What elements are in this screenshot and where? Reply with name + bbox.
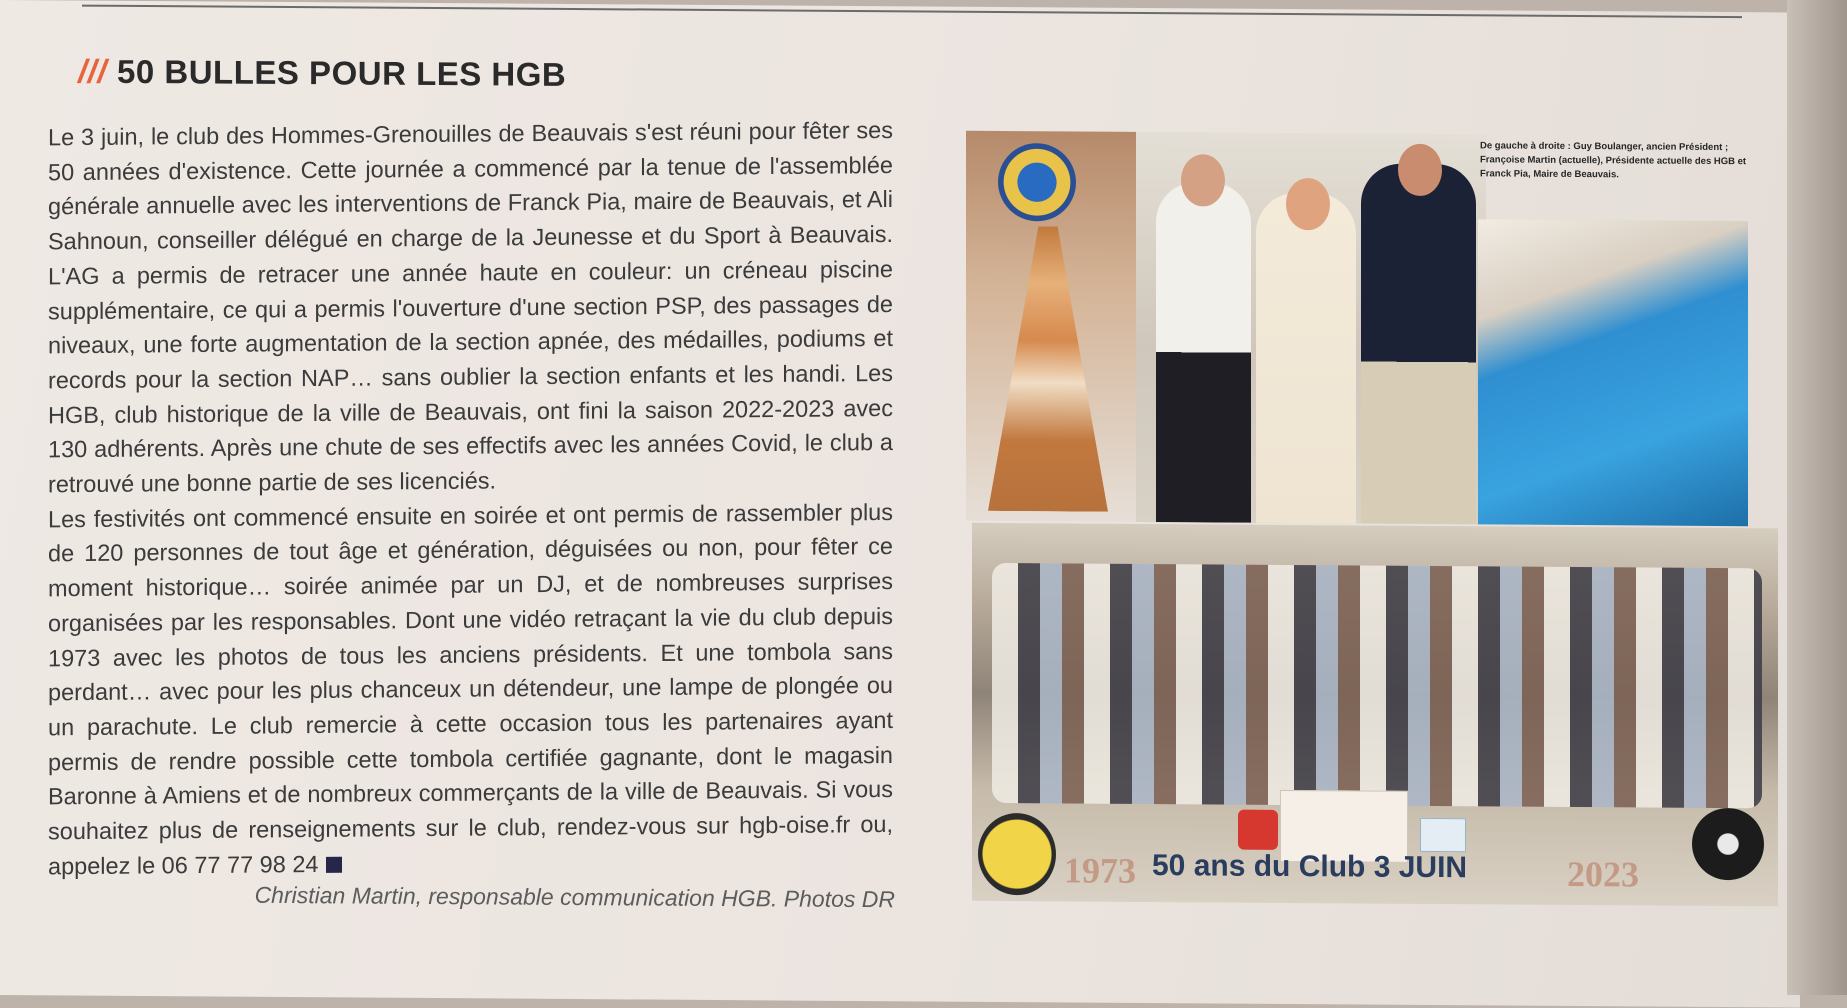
group-photo [972,523,1778,907]
photo-collage [966,131,1786,907]
article-paragraph-1: Le 3 juin, le club des Hommes-Grenouilles de Beauvais s'est réuni pour fêter ses 50 années d'existence. Cette journée a commencé par la tenue de l'assemblée générale annuelle avec les interventions de Franck Pia, maire de Beauvais, et Ali Sahnoun, conseiller délégué en charge de la Jeunesse et du Sport à Beauvais. L'AG a permis de retracer une année haute en couleur: un créneau piscine supplémentaire, ce qui a permis l'ouverture d'une section PSP, des passages de niveaux, une forte augmentation de la section apnée, des médailles, podiums et records pour la section NAP… sans oublier la section enfants et les handi. Les HGB, club historique de la ville de Beauvais, ont fini la saison 2022-2023 avec 130 adhérents. Après une chute de ses effectifs avec les années Covid, le club a retrouvé une bonne partie de ses licenciés. [48,116,893,498]
person-center [1256,193,1356,524]
person-center-head [1286,178,1330,230]
article-body [48,113,893,884]
sponsor-logo-blue-icon [1420,818,1466,852]
top-rule [82,5,1742,19]
cake-photo [966,131,1136,522]
banner-year-end: 2023 [1567,853,1639,895]
banner-year-start: 1973 [1064,850,1136,891]
banner-text: 50 ans du Club 3 JUIN [1152,849,1468,885]
paragraph-2-text: Les festivités ont commencé ensuite en soirée et ont permis de rassembler plus de 120 personnes de tout âge et génération, déguisées ou non, pour fêter ce moment historique… soirée animée par un DJ, et de nombreuses surprises organisées par les responsables. Dont une vidéo retraçant la vie du club depuis 1973 avec les photos de tous les anciens présidents. Et une tombola sans perdant… avec pour les plus chanceux un détendeur, une lampe de plongée ou un parachute. Le club remercie à cette occasion tous les partenaires ayant permis de rendre possible cette tombola certifiée gagnante, dont le magasin Baronne à Amiens et de nombreux commerçants de la ville de Beauvais. Si vous souhaitez plus de renseignements sur le club, rendez-vous sur hgb-oise.fr ou, appelez le 06 77 77 98 24 [48,498,893,880]
article-title [78,53,566,94]
person-right [1361,164,1476,525]
club-logo-icon [998,143,1076,222]
photo-caption: De gauche à droite : Guy Boulanger, ancien Président ; Françoise Martin (actuelle), Présidente actuelle des HGB et Franck Pia, Maire de Beauvais. [1480,140,1747,181]
banquet-table-photo [1478,219,1748,526]
photo-credit: Christian Martin, responsable communication HGB. Photos DR [254,881,895,913]
club-badge-left-icon [978,813,1056,896]
article-paragraph-2 [48,495,893,884]
end-mark-icon [326,857,342,873]
person-left [1156,182,1251,523]
title-slashes: /// [78,52,108,90]
group-crowd [992,563,1762,808]
club-badge-right-icon [1692,808,1764,881]
trio-photo [1136,132,1486,524]
sponsor-logo-red-icon [1238,810,1278,850]
title-text: 50 BULLES POUR LES HGB [117,52,567,93]
person-left-head [1181,154,1225,206]
person-right-head [1398,144,1442,196]
page-edge-shadow [1787,0,1847,995]
croquembouche-cake [988,226,1108,512]
